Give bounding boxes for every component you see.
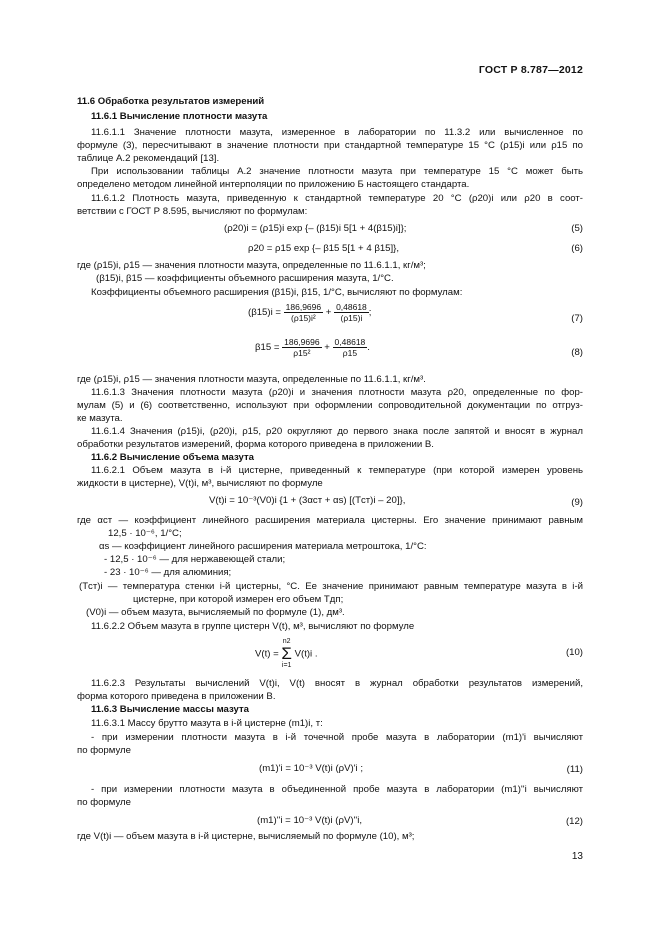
paragraph-line: по формуле — [77, 745, 131, 756]
fraction-numerator: 186,9696 — [284, 337, 320, 347]
formula-lhs: β15 = — [255, 342, 280, 354]
equation-number: (10) — [565, 647, 583, 658]
sigma-symbol: Σ — [281, 644, 292, 663]
list-item: - при измерении плотности мазута в объединенной пробе мазута в лаборатории (m1)''i вычисляют — [91, 784, 583, 795]
formula-7 — [248, 302, 371, 323]
fraction — [334, 302, 369, 323]
formula-terminator: ; — [368, 307, 372, 319]
fraction — [333, 337, 368, 358]
fraction-denominator: ρ15² — [293, 348, 311, 358]
summation-operator — [281, 638, 292, 670]
fraction-denominator: (ρ15)i² — [291, 313, 316, 323]
page-number: 13 — [571, 851, 583, 862]
summation-lower-limit: i=1 — [281, 662, 292, 669]
list-item: - 23 · 10⁻⁶ — для алюминия; — [104, 567, 232, 578]
equation-number: (5) — [571, 223, 583, 234]
paragraph-line: обработки результатов измерений, форма которого приведена в приложении В. — [77, 439, 434, 450]
plus-sign: + — [325, 307, 332, 319]
paragraph-line: 11.6.1.4 Значения (ρ15)i, (ρ20)i, ρ15, ρ20 округляют до первого знака после запятой и вносят в журнал — [91, 426, 583, 437]
formula-lhs: (β15)i = — [248, 307, 281, 319]
fraction — [284, 302, 323, 323]
fraction-numerator: 0,48618 — [336, 302, 367, 312]
where-line: где (ρ15)i, ρ15 — значения плотности мазута, определенные по 11.6.1.1, кг/м³; — [77, 260, 426, 271]
where-line: где (ρ15)i, ρ15 — значения плотности мазута, определенные по 11.6.1.1, кг/м³. — [77, 374, 426, 385]
fraction-denominator: ρ15 — [342, 348, 358, 358]
fraction-numerator: 0,48618 — [334, 337, 366, 347]
formula-rhs: V(t)i . — [294, 648, 318, 660]
equation-number: (7) — [571, 313, 583, 324]
formula-12: (m1)''i = 10⁻³ V(t)i (ρV)''i, — [257, 815, 362, 826]
subsection-heading-11-6-1: 11.6.1 Вычисление плотности мазута — [91, 111, 268, 122]
equation-number: (9) — [571, 497, 583, 508]
formula-6: ρ20 = ρ15 exp {– β15 5[1 + 4 β15]}, — [248, 243, 400, 254]
equation-number: (11) — [566, 764, 583, 775]
formula-terminator: . — [367, 342, 370, 354]
formula-5: (ρ20)i = (ρ15)i exp {– (β15)i 5[1 + 4(β15)i]}; — [224, 223, 407, 234]
paragraph-line: формуле (3), пересчитывают в значение плотности при стандартной температуре 15 °С (ρ15)i или ρ15 по — [77, 140, 583, 151]
standard-code-header: ГОСТ Р 8.787—2012 — [478, 64, 583, 76]
paragraph-line: ветствии с ГОСТ Р 8.595, вычисляют по формулам: — [77, 206, 308, 217]
paragraph-line: ке мазута. — [77, 413, 123, 424]
where-line: (β15)i, β15 — коэффициенты объемного расширения мазута, 1/°С. — [96, 273, 394, 284]
paragraph-line: таблице А.2 рекомендаций [13]. — [77, 153, 220, 164]
section-heading-11-6: 11.6 Обработка результатов измерений — [77, 96, 265, 107]
list-item: - при измерении плотности мазута в i-й точечной пробе мазута в лаборатории (m1)'i вычисляют — [91, 732, 583, 743]
paragraph-line: 11.6.1.2 Плотность мазута, приведенную к стандартной температуре 20 °С (ρ20)i или ρ20 в соот- — [91, 193, 583, 204]
fraction — [282, 337, 321, 358]
paragraph-line: Коэффициенты объемного расширения (β15)i, β15, 1/°С, вычисляют по формулам: — [91, 287, 463, 298]
summation-upper-limit: n2 — [282, 638, 291, 645]
formula-9: V(t)i = 10⁻³(V0)i {1 + (3αст + αs) [(Tст)i – 20]}, — [209, 495, 406, 506]
paragraph-line: форма которого приведена в приложении В. — [77, 691, 276, 702]
paragraph-line: 11.6.2.2 Объем мазута в группе цистерн V(t), м³, вычисляют по формуле — [91, 621, 415, 632]
paragraph-line: мулам (5) и (6) соответственно, используют при оформлении сопроводительной документации по отгруз- — [77, 400, 583, 411]
paragraph-line: 11.6.2.3 Результаты вычислений V(t)i, V(t) вносят в журнал обработки результатов измерений, — [91, 678, 583, 689]
where-line: 12,5 · 10⁻⁶, 1/°С; — [108, 528, 182, 539]
equation-number: (8) — [571, 347, 583, 358]
paragraph-line: 11.6.3.1 Массу брутто мазута в i-й цистерне (m1)i, т: — [91, 718, 323, 729]
where-line: где αст — коэффициент линейного расширения материала цистерны. Его значение принимают равным — [77, 515, 583, 526]
subsection-heading-11-6-2: 11.6.2 Вычисление объема мазута — [91, 452, 255, 463]
paragraph-line: 11.6.1.1 Значение плотности мазута, измеренное в лаборатории по 11.3.2 или вычисленное по — [91, 127, 583, 138]
list-item: - 12,5 · 10⁻⁶ — для нержавеющей стали; — [104, 554, 286, 565]
formula-8 — [255, 337, 370, 358]
paragraph-line: 11.6.1.3 Значения плотности мазута (ρ20)i и значения плотности мазута ρ20, определенные по фор- — [91, 387, 583, 398]
paragraph-line: по формуле — [77, 797, 131, 808]
formula-10 — [255, 638, 318, 670]
where-line: цистерне, при которой измерен его объем Tдп; — [133, 594, 344, 605]
fraction-numerator: 186,9696 — [285, 302, 322, 312]
equation-number: (12) — [565, 816, 583, 827]
formula-lhs: V(t) = — [255, 648, 279, 660]
fraction-denominator: (ρ15)i — [340, 313, 363, 323]
formula-11: (m1)'i = 10⁻³ V(t)i (ρV)'i ; — [259, 763, 363, 774]
paragraph-line: определено методом линейной интерполяции по приложению Б настоящего стандарта. — [77, 179, 470, 190]
paragraph-line: При использовании таблицы А.2 значение плотности мазута при температуре 15 °С может быть — [91, 166, 583, 177]
where-line: (V0)i — объем мазута, вычисляемый по формуле (1), дм³. — [86, 607, 345, 618]
equation-number: (6) — [571, 243, 583, 254]
paragraph-line: 11.6.2.1 Объем мазута в i-й цистерне, приведенный к температуре (при которой измерен уровень — [91, 465, 583, 476]
subsection-heading-11-6-3: 11.6.3 Вычисление массы мазута — [91, 704, 250, 715]
where-line: (Tст)i — температура стенки i-й цистерны, °С. Ее значение принимают равным температуре мазута в i-й — [79, 581, 583, 592]
plus-sign: + — [324, 342, 330, 354]
paragraph-line: жидкости в цистерне), V(t)i, м³, вычисляют по формуле — [77, 478, 323, 489]
where-line: где V(t)i — объем мазута в i-й цистерне, вычисляемый по формуле (10), м³; — [77, 831, 415, 842]
where-line: αs — коэффициент линейного расширения материала метроштока, 1/°С: — [99, 541, 427, 552]
